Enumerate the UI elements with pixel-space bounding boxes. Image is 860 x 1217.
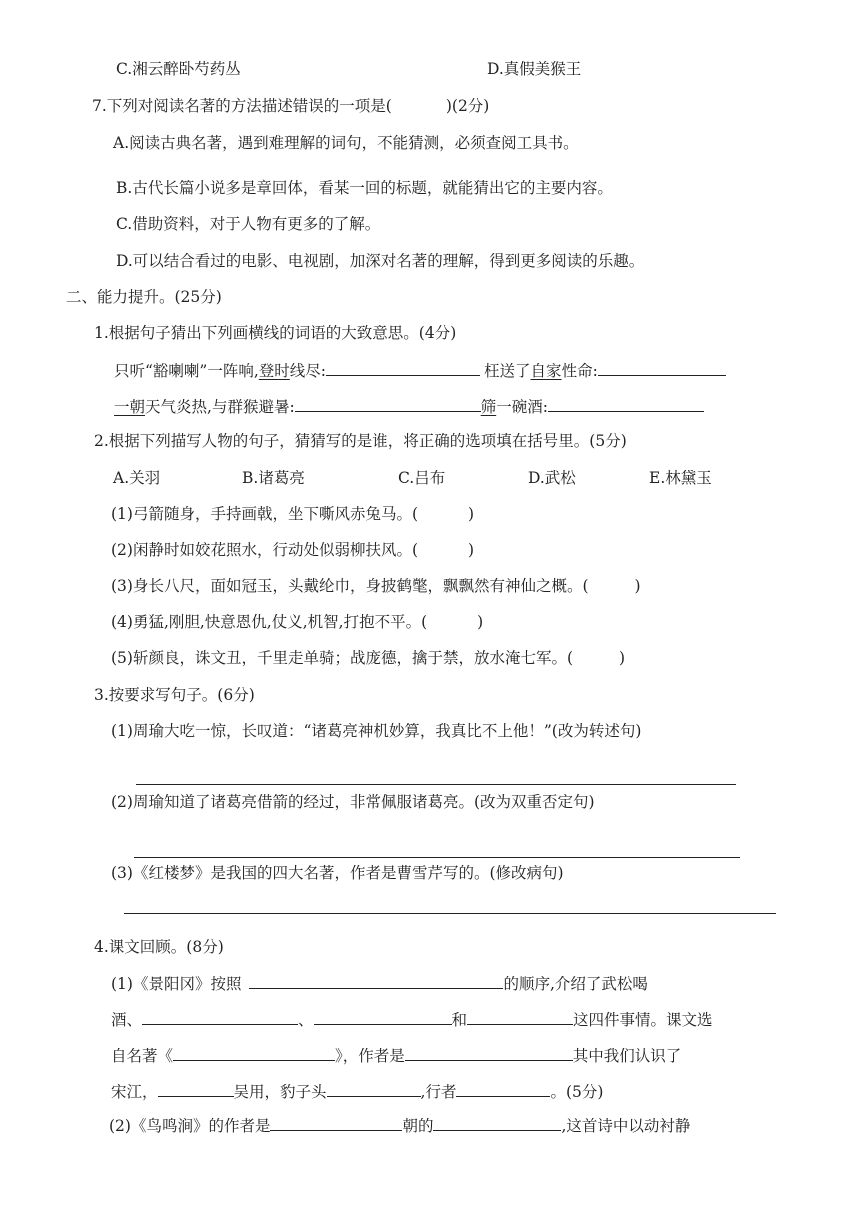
q2-stem: 2.根据下列描写人物的句子，猜猜写的是谁，将正确的选项填在括号里。(5分): [94, 432, 627, 450]
q7-option-a: A.阅读古典名著，遇到难理解的词句，不能猜测，必须查阅工具书。: [113, 134, 579, 152]
q3-answer-line-2[interactable]: [134, 857, 740, 858]
q2-item: [111, 540, 474, 560]
q2-item-close: ): [468, 541, 475, 559]
q4-line5: [109, 1115, 690, 1136]
q4-stem: 4.课文回顾。(8分): [94, 938, 224, 956]
q7-option-b: B.古代长篇小说多是章回体，看某一回的标题，就能猜出它的主要内容。: [116, 179, 613, 197]
q4-text: 》，作者是: [335, 1047, 405, 1065]
answer-blank[interactable]: [405, 1045, 573, 1061]
q2-item-text: (3)身长八尺，面如冠玉，头戴纶巾，身披鹤氅，飘飘然有神仙之概。(: [111, 577, 589, 595]
q1-text: 性命:: [561, 362, 598, 380]
q4-text: ,这首诗中以动衬静: [561, 1117, 691, 1135]
q2-item: [111, 504, 474, 524]
answer-blank[interactable]: [327, 1081, 421, 1097]
q3-sentence-3: (3)《红楼梦》是我国的四大名著，作者是曹雪芹写的。(修改病句): [111, 864, 564, 882]
q4-text: 吴用，豹子头: [233, 1083, 327, 1101]
answer-blank[interactable]: [456, 1081, 550, 1097]
answer-blank[interactable]: [142, 1009, 298, 1025]
q6-option-c: C.湘云醉卧芍药丛: [116, 60, 241, 78]
q4-text: 和: [451, 1011, 468, 1029]
q2-item-close: ): [468, 505, 475, 523]
underlined-word: 自家: [530, 362, 562, 380]
answer-blank[interactable]: [295, 396, 481, 412]
q2-item-text: (4)勇猛,刚胆,快意恩仇,仗义,机智,打抱不平。(: [111, 613, 428, 631]
q2-item: [111, 576, 641, 596]
q7-stem-text: 7.下列对阅读名著的方法描述错误的一项是(: [92, 97, 392, 115]
q1-line1: [114, 360, 726, 381]
q2-item: [111, 612, 483, 632]
q7-stem-score: )(2分): [445, 97, 490, 115]
q4-line4: [111, 1081, 603, 1102]
q4-text: 其中我们认识了: [572, 1047, 682, 1065]
q2-item-text: (5)斩颜良，诛文丑，千里走单骑；战庞德，擒于禁，放水淹七军。(: [111, 649, 574, 667]
answer-blank[interactable]: [548, 396, 704, 412]
q4-text: 酒、: [111, 1011, 143, 1029]
q3-answer-line-3[interactable]: [124, 913, 776, 914]
q2-item: [111, 648, 625, 668]
q3-sentence-2: (2)周瑜知道了诸葛亮借箭的经过，非常佩服诸葛亮。(改为双重否定句): [111, 793, 595, 811]
q1-stem: 1.根据句子猜出下列画横线的词语的大致意思。(4分): [94, 324, 457, 342]
answer-blank[interactable]: [433, 1115, 561, 1131]
q4-line3: [111, 1045, 681, 1066]
q1-line2: [114, 396, 704, 417]
q2-option: B.诸葛亮: [242, 469, 305, 487]
answer-blank[interactable]: [314, 1009, 452, 1025]
q4-text: (2)《鸟鸣涧》的作者是: [109, 1117, 271, 1135]
q4-line2: [111, 1009, 713, 1030]
q4-text: ,行者: [420, 1083, 457, 1101]
section-title: 二、能力提升。(25分): [66, 288, 222, 306]
q1-text: 只听“豁喇喇”一阵响,: [114, 362, 259, 380]
q3-sentence-1: (1)周瑜大吃一惊，长叹道：“诸葛亮神机妙算，我真比不上他！”(改为转述句): [111, 722, 642, 740]
q4-text: 这四件事情。课文选: [573, 1011, 713, 1029]
q2-item-text: (2)闲静时如姣花照水，行动处似弱柳扶风。(: [111, 541, 419, 559]
q4-text: 、: [298, 1011, 314, 1029]
answer-blank[interactable]: [598, 360, 726, 376]
q2-option: A.关羽: [113, 469, 161, 487]
q1-text: 枉送了: [484, 362, 531, 380]
q3-stem: 3.按要求写句子。(6分): [94, 686, 255, 704]
q2-option: E.林黛玉: [649, 469, 712, 487]
q2-item-close: ): [477, 613, 484, 631]
q2-item-text: (1)弓箭随身，手持画戟，坐下嘶风赤兔马。(: [111, 505, 419, 523]
q1-text: 一碗酒:: [496, 398, 548, 416]
answer-blank[interactable]: [158, 1081, 234, 1097]
underlined-word: 登时: [258, 362, 290, 380]
answer-blank[interactable]: [249, 973, 503, 989]
q7-stem: [92, 96, 489, 116]
q2-item-close: ): [619, 649, 626, 667]
underlined-word: 一朝: [114, 398, 146, 416]
q4-text: 宋江，: [111, 1083, 158, 1101]
answer-blank[interactable]: [326, 360, 480, 376]
q4-text: 。(5分): [550, 1083, 604, 1101]
underlined-word: 筛: [480, 398, 497, 416]
q4-text: 朝的: [402, 1117, 434, 1135]
q7-option-d: D.可以结合看过的电影、电视剧，加深对名著的理解，得到更多阅读的乐趣。: [116, 252, 645, 270]
q6-option-d: D.真假美猴王: [487, 60, 582, 78]
answer-blank[interactable]: [467, 1009, 573, 1025]
q7-option-c: C.借助资料，对于人物有更多的了解。: [116, 215, 381, 233]
q4-text: 的顺序,介绍了武松喝: [503, 975, 648, 993]
answer-blank[interactable]: [270, 1115, 402, 1131]
q4-text: (1)《景阳冈》按照: [111, 975, 242, 993]
q2-option: C.吕布: [398, 469, 446, 487]
q4-text: 自名著《: [111, 1047, 174, 1065]
q3-answer-line-1[interactable]: [136, 784, 736, 785]
q1-text: 线尽:: [289, 362, 327, 380]
q2-item-close: ): [634, 577, 641, 595]
q2-option: D.武松: [528, 469, 576, 487]
q1-text: 天气炎热,与群猴避暑:: [145, 398, 295, 416]
q4-line1: [111, 973, 648, 994]
answer-blank[interactable]: [173, 1045, 335, 1061]
